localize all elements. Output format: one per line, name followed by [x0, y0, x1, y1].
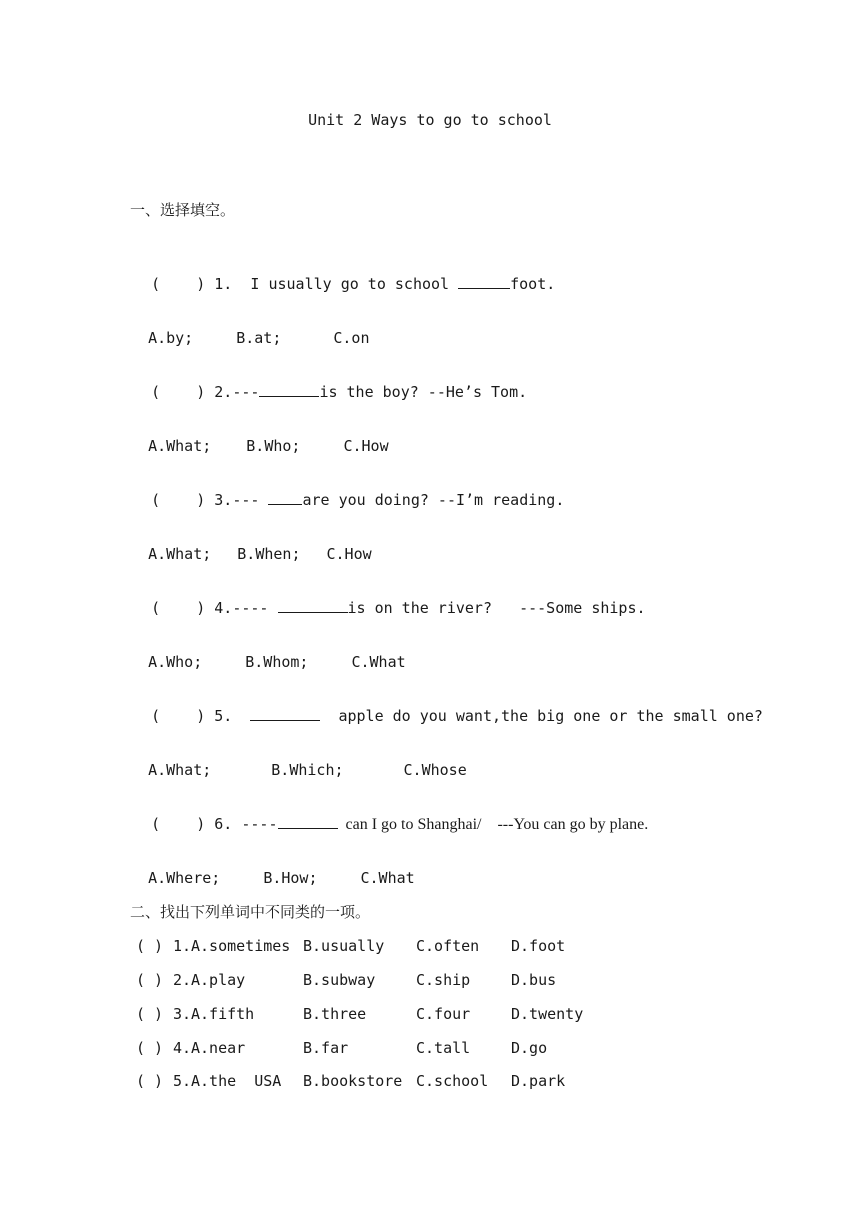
option-d[interactable]: D.go: [511, 1039, 548, 1057]
answer-paren[interactable]: ( ): [136, 1005, 164, 1023]
options-2: [130, 416, 389, 456]
question-text: 2.---: [214, 383, 260, 401]
option-b[interactable]: B.How;: [263, 869, 318, 887]
option-c[interactable]: C.What: [351, 653, 406, 671]
option-a[interactable]: A.Who;: [148, 653, 203, 671]
option-c[interactable]: C.on: [333, 329, 370, 347]
option-b[interactable]: B.subway: [303, 971, 376, 989]
option-b[interactable]: B.bookstore: [303, 1072, 403, 1090]
blank-line[interactable]: [268, 490, 302, 505]
option-a[interactable]: A.near: [191, 1039, 246, 1057]
option-d[interactable]: D.park: [511, 1072, 566, 1090]
option-c[interactable]: C.How: [326, 545, 372, 563]
question-text-end: foot.: [510, 275, 556, 293]
option-c[interactable]: C.school: [416, 1072, 489, 1090]
option-c[interactable]: C.Whose: [403, 761, 467, 779]
question-text: 6. ----: [214, 815, 278, 833]
option-b[interactable]: B.Which;: [271, 761, 344, 779]
option-b[interactable]: B.usually: [303, 937, 385, 955]
option-a[interactable]: A.by;: [148, 329, 194, 347]
option-c[interactable]: C.What: [360, 869, 415, 887]
question-6: [133, 794, 648, 835]
answer-paren[interactable]: ( ): [151, 275, 206, 293]
question-3: [133, 470, 564, 510]
answer-paren[interactable]: ( ): [151, 383, 206, 401]
option-b[interactable]: B.at;: [236, 329, 282, 347]
option-c[interactable]: C.ship: [416, 971, 471, 989]
option-a[interactable]: A.sometimes: [191, 937, 291, 955]
question-text: 1. I usually go to school: [214, 275, 459, 293]
option-b[interactable]: B.Whom;: [245, 653, 309, 671]
question-text: 4.----: [214, 599, 278, 617]
option-d[interactable]: D.bus: [511, 971, 557, 989]
question-text: 5.: [214, 707, 251, 725]
option-d[interactable]: D.twenty: [511, 1005, 584, 1023]
answer-paren[interactable]: ( ): [151, 599, 206, 617]
question-text-end: is the boy? --He’s Tom.: [319, 383, 528, 401]
answer-paren[interactable]: ( ): [136, 937, 164, 955]
question-text-end: can I go to Shanghai/ ---You can go by plane.: [337, 816, 649, 833]
option-c[interactable]: C.often: [416, 937, 480, 955]
option-a[interactable]: A.Where;: [148, 869, 221, 887]
answer-paren[interactable]: ( ): [136, 1072, 164, 1090]
option-d[interactable]: D.foot: [511, 937, 566, 955]
option-a[interactable]: A.the USA: [191, 1072, 282, 1090]
section1-heading: 一、选择填空。: [130, 201, 236, 219]
options-4: [130, 632, 406, 672]
row-number: 1.: [173, 937, 192, 955]
question-text: 3.---: [214, 491, 269, 509]
question-5: [133, 686, 763, 726]
answer-paren[interactable]: ( ): [151, 491, 206, 509]
question-2: [133, 362, 527, 402]
option-b[interactable]: B.far: [303, 1039, 349, 1057]
section2-heading: 二、找出下列单词中不同类的一项。: [130, 903, 371, 921]
options-1: [130, 308, 370, 348]
option-a[interactable]: A.What;: [148, 545, 212, 563]
blank-line[interactable]: [278, 598, 348, 613]
question-text-end: apple do you want,the big one or the small one?: [320, 707, 763, 725]
page-title: Unit 2 Ways to go to school: [308, 111, 552, 129]
option-b[interactable]: B.three: [303, 1005, 367, 1023]
question-text-end: is on the river? ---Some ships.: [347, 599, 646, 617]
answer-paren[interactable]: ( ): [136, 971, 164, 989]
row-number: 2.: [173, 971, 192, 989]
option-a[interactable]: A.What;: [148, 437, 212, 455]
options-3: [130, 524, 372, 564]
answer-paren[interactable]: ( ): [151, 815, 206, 833]
blank-line[interactable]: [278, 814, 338, 829]
option-c[interactable]: C.four: [416, 1005, 471, 1023]
option-c[interactable]: C.How: [343, 437, 389, 455]
question-4: [133, 578, 646, 618]
option-b[interactable]: B.Who;: [246, 437, 301, 455]
answer-paren[interactable]: ( ): [151, 707, 206, 725]
row-number: 4.: [173, 1039, 192, 1057]
option-a[interactable]: A.play: [191, 971, 246, 989]
blank-line[interactable]: [259, 382, 319, 397]
question-1: [133, 254, 555, 294]
option-c[interactable]: C.tall: [416, 1039, 471, 1057]
blank-line[interactable]: [250, 706, 320, 721]
options-5: [130, 740, 467, 780]
option-a[interactable]: A.What;: [148, 761, 212, 779]
row-number: 5.: [173, 1072, 192, 1090]
question-text-end: are you doing? --I’m reading.: [302, 491, 565, 509]
answer-paren[interactable]: ( ): [136, 1039, 164, 1057]
option-a[interactable]: A.fifth: [191, 1005, 255, 1023]
option-b[interactable]: B.When;: [237, 545, 301, 563]
blank-line[interactable]: [458, 274, 510, 289]
options-6: [130, 848, 415, 888]
row-number: 3.: [173, 1005, 192, 1023]
